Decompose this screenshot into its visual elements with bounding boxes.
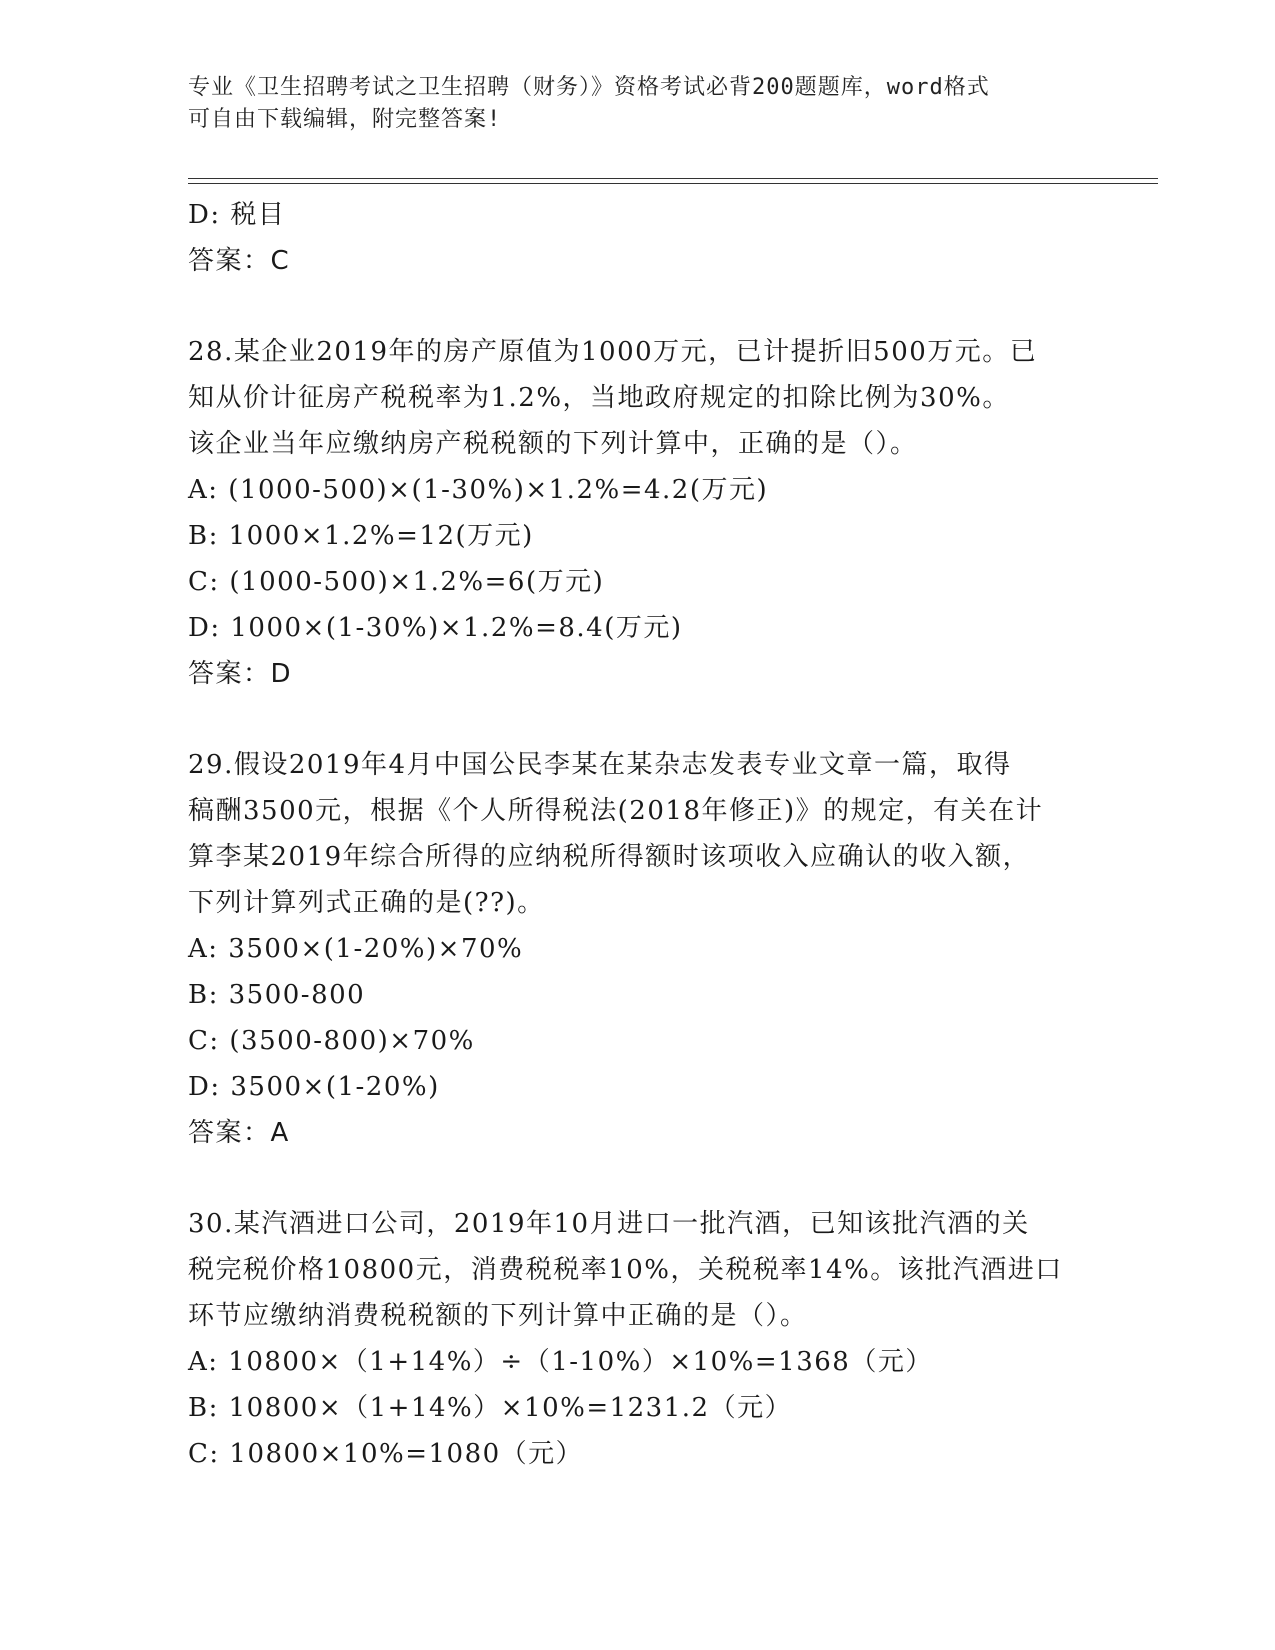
header-divider bbox=[188, 178, 1158, 184]
document-header bbox=[188, 72, 1068, 136]
spacer bbox=[188, 697, 1088, 742]
option-b: B: 10800×（1+14%）×10%=1231.2（元） bbox=[188, 1393, 793, 1423]
question-stem-line: 税完税价格10800元，消费税税率10%，关税税率14%。该批汽酒进口 bbox=[188, 1255, 1063, 1285]
option-c: C: (1000-500)×1.2%=6(万元) bbox=[188, 567, 605, 597]
prev-option-d: D: 税目 bbox=[188, 200, 286, 230]
document-body bbox=[188, 192, 1088, 1477]
question-stem-line: 知从价计征房产税税率为1.2%，当地政府规定的扣除比例为30%。 bbox=[188, 383, 1010, 413]
option-d: D: 1000×(1-30%)×1.2%=8.4(万元) bbox=[188, 613, 683, 643]
prev-answer: 答案：C bbox=[188, 246, 291, 276]
option-a: A: 10800×（1+14%）÷（1-10%）×10%=1368（元） bbox=[188, 1347, 933, 1377]
option-c: C: 10800×10%=1080（元） bbox=[188, 1439, 584, 1469]
question-stem-line: 下列计算列式正确的是(??)。 bbox=[188, 888, 545, 918]
question-stem-line: 稿酬3500元，根据《个人所得税法(2018年修正)》的规定，有关在计 bbox=[188, 796, 1044, 826]
option-c: C: (3500-800)×70% bbox=[188, 1026, 475, 1056]
question-stem-line: 算李某2019年综合所得的应纳税所得额时该项收入应确认的收入额， bbox=[188, 842, 1031, 872]
option-b: B: 1000×1.2%=12(万元) bbox=[188, 521, 534, 551]
spacer bbox=[188, 1156, 1088, 1201]
question-stem-line: 30.某汽酒进口公司，2019年10月进口一批汽酒，已知该批汽酒的关 bbox=[188, 1209, 1030, 1239]
question-stem-line: 28.某企业2019年的房产原值为1000万元，已计提折旧500万元。已 bbox=[188, 337, 1038, 367]
question-30 bbox=[188, 1201, 1088, 1477]
answer: 答案：D bbox=[188, 659, 293, 689]
option-a: A: 3500×(1-20%)×70% bbox=[188, 934, 524, 964]
question-stem-line: 该企业当年应缴纳房产税税额的下列计算中，正确的是（）。 bbox=[188, 429, 918, 459]
answer: 答案：A bbox=[188, 1118, 290, 1148]
header-line-2: 可自由下载编辑，附完整答案! bbox=[188, 107, 502, 132]
option-d: D: 3500×(1-20%) bbox=[188, 1072, 440, 1102]
spacer bbox=[188, 284, 1088, 329]
question-stem-line: 29.假设2019年4月中国公民李某在某杂志发表专业文章一篇，取得 bbox=[188, 750, 1012, 780]
question-28 bbox=[188, 329, 1088, 697]
option-b: B: 3500-800 bbox=[188, 980, 366, 1010]
question-29 bbox=[188, 742, 1088, 1156]
option-a: A: (1000-500)×(1-30%)×1.2%=4.2(万元) bbox=[188, 475, 769, 505]
header-line-1: 专业《卫生招聘考试之卫生招聘（财务）》资格考试必背200题题库，word格式 bbox=[188, 75, 990, 100]
question-stem-line: 环节应缴纳消费税税额的下列计算中正确的是（）。 bbox=[188, 1301, 808, 1331]
